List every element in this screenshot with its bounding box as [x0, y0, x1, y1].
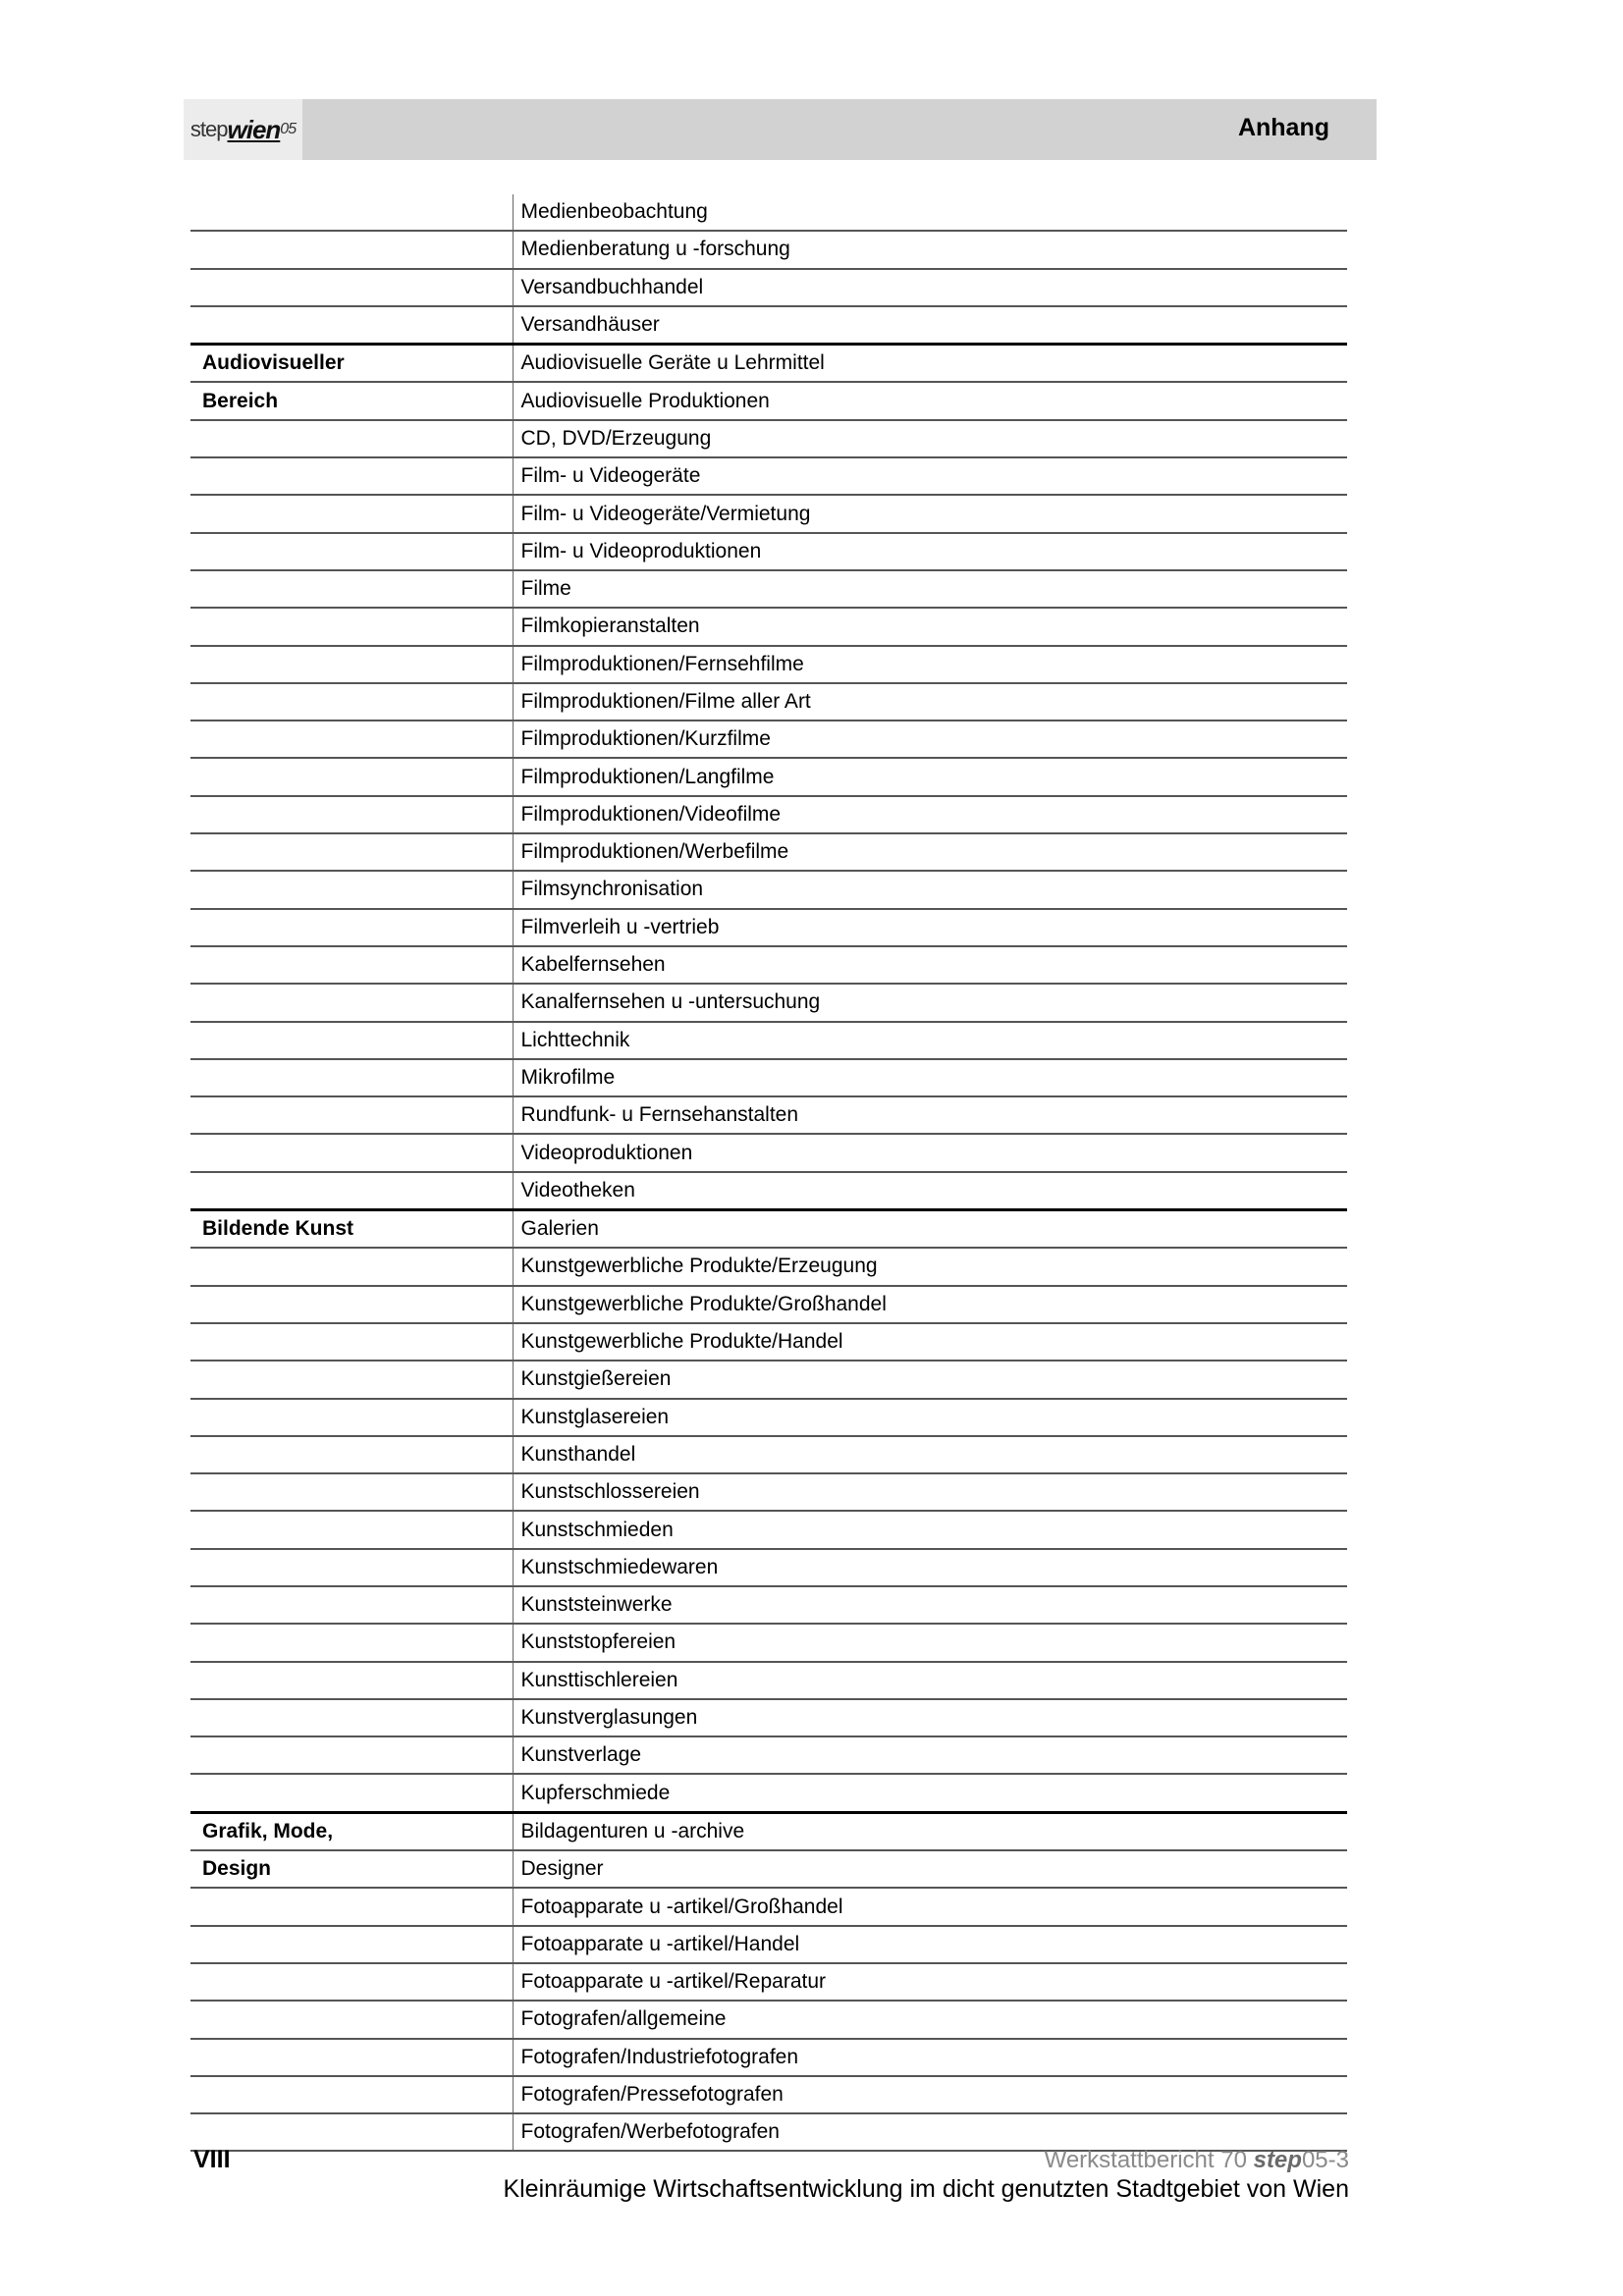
category-cell: Audiovisueller	[190, 345, 513, 383]
item-cell: Filmproduktionen/Kurzfilme	[513, 721, 1347, 758]
category-cell: Bereich	[190, 382, 513, 419]
logo-suffix: 05	[280, 121, 297, 137]
table-row	[190, 1436, 1347, 1473]
table-row	[190, 909, 1347, 946]
section-title: Anhang	[1237, 114, 1329, 141]
item-cell: Filmproduktionen/Werbefilme	[513, 833, 1347, 871]
table-row	[190, 1624, 1347, 1661]
category-cell	[190, 1436, 513, 1473]
table-row	[190, 1096, 1347, 1134]
table-row	[190, 1850, 1347, 1888]
item-cell: Kunsttischlereien	[513, 1662, 1347, 1699]
report-step: step	[1253, 2147, 1302, 2173]
item-cell: Fotoapparate u -artikel/Handel	[513, 1926, 1347, 1963]
item-cell: Audiovisuelle Geräte u Lehrmittel	[513, 345, 1347, 383]
category-cell	[190, 1172, 513, 1210]
item-cell: CD, DVD/Erzeugung	[513, 420, 1347, 457]
category-cell	[190, 871, 513, 908]
category-cell	[190, 1549, 513, 1586]
table-row	[190, 1022, 1347, 1059]
item-cell: Medienberatung u -forschung	[513, 231, 1347, 268]
table-row	[190, 1774, 1347, 1812]
category-cell	[190, 1323, 513, 1361]
table-row	[190, 796, 1347, 833]
item-cell: Fotografen/Industriefotografen	[513, 2039, 1347, 2076]
item-cell: Bildagenturen u -archive	[513, 1812, 1347, 1850]
item-cell: Kunstschlossereien	[513, 1473, 1347, 1511]
item-cell: Filmsynchronisation	[513, 871, 1347, 908]
category-cell: Bildende Kunst	[190, 1210, 513, 1249]
item-cell: Kupferschmiede	[513, 1774, 1347, 1812]
category-cell	[190, 1059, 513, 1096]
category-cell	[190, 1022, 513, 1059]
table-row	[190, 1134, 1347, 1171]
category-cell	[190, 231, 513, 268]
item-cell: Kunstgießereien	[513, 1361, 1347, 1398]
item-cell: Filmproduktionen/Filme aller Art	[513, 683, 1347, 721]
table-row	[190, 1662, 1347, 1699]
item-cell: Videotheken	[513, 1172, 1347, 1210]
table-row	[190, 382, 1347, 419]
logo-word: wien	[227, 114, 281, 144]
category-cell	[190, 1662, 513, 1699]
table-row	[190, 1963, 1347, 2001]
item-cell: Medienbeobachtung	[513, 194, 1347, 231]
table-row	[190, 194, 1347, 231]
category-cell	[190, 2113, 513, 2151]
category-cell	[190, 796, 513, 833]
table-row	[190, 2001, 1347, 2038]
table-row	[190, 570, 1347, 608]
item-cell: Kunstgewerbliche Produkte/Handel	[513, 1323, 1347, 1361]
category-cell	[190, 1096, 513, 1134]
category-cell	[190, 306, 513, 345]
category-cell	[190, 646, 513, 683]
table-row	[190, 683, 1347, 721]
table-row	[190, 1286, 1347, 1323]
report-subtitle: Kleinräumige Wirtschaftsentwicklung im dicht genutzten Stadtgebiet von Wien	[503, 2175, 1349, 2203]
category-cell	[190, 570, 513, 608]
category-cell	[190, 1399, 513, 1436]
category-cell	[190, 420, 513, 457]
item-cell: Kunstglasereien	[513, 1399, 1347, 1436]
item-cell: Fotografen/Werbefotografen	[513, 2113, 1347, 2151]
item-cell: Rundfunk- u Fernsehanstalten	[513, 1096, 1347, 1134]
item-cell: Videoproduktionen	[513, 1134, 1347, 1171]
table-row	[190, 1699, 1347, 1736]
category-cell	[190, 683, 513, 721]
table-row	[190, 2039, 1347, 2076]
table-row	[190, 721, 1347, 758]
table-row	[190, 231, 1347, 268]
item-cell: Fotoapparate u -artikel/Reparatur	[513, 1963, 1347, 2001]
table-row	[190, 1248, 1347, 1285]
item-cell: Kabelfernsehen	[513, 946, 1347, 984]
table-row	[190, 1586, 1347, 1624]
item-cell: Kunstschmiedewaren	[513, 1549, 1347, 1586]
table-row	[190, 306, 1347, 345]
logo-prefix: step	[189, 117, 228, 141]
item-cell: Kunststeinwerke	[513, 1586, 1347, 1624]
category-cell	[190, 2001, 513, 2038]
category-cell	[190, 946, 513, 984]
category-cell	[190, 1963, 513, 2001]
category-cell	[190, 1699, 513, 1736]
item-cell: Kunstverlage	[513, 1736, 1347, 1774]
table-row	[190, 1399, 1347, 1436]
category-cell	[190, 909, 513, 946]
category-cell	[190, 1473, 513, 1511]
step-wien-logo	[184, 99, 302, 160]
category-cell	[190, 2076, 513, 2113]
table-row	[190, 1323, 1347, 1361]
item-cell: Filmproduktionen/Fernsehfilme	[513, 646, 1347, 683]
table-row	[190, 758, 1347, 795]
category-cell	[190, 1888, 513, 1925]
item-cell: Versandbuchhandel	[513, 269, 1347, 306]
item-cell: Film- u Videogeräte/Vermietung	[513, 495, 1347, 532]
category-cell	[190, 721, 513, 758]
category-cell	[190, 533, 513, 570]
category-cell	[190, 1624, 513, 1661]
item-cell: Fotografen/Pressefotografen	[513, 2076, 1347, 2113]
table-row	[190, 833, 1347, 871]
item-cell: Galerien	[513, 1210, 1347, 1249]
item-cell: Filme	[513, 570, 1347, 608]
table-row	[190, 871, 1347, 908]
table-row	[190, 457, 1347, 495]
table-row	[190, 420, 1347, 457]
table-row	[190, 608, 1347, 645]
category-cell	[190, 1248, 513, 1285]
table-row	[190, 1059, 1347, 1096]
table-row	[190, 984, 1347, 1021]
table-row	[190, 1888, 1347, 1925]
table-row	[190, 495, 1347, 532]
table-row	[190, 345, 1347, 383]
report-suffix: 05-3	[1301, 2147, 1349, 2173]
category-cell	[190, 1774, 513, 1812]
category-table	[190, 194, 1347, 2152]
table-row	[190, 1736, 1347, 1774]
table-row	[190, 1473, 1347, 1511]
item-cell: Fotografen/allgemeine	[513, 2001, 1347, 2038]
table-row	[190, 1549, 1347, 1586]
item-cell: Audiovisuelle Produktionen	[513, 382, 1347, 419]
item-cell: Versandhäuser	[513, 306, 1347, 345]
page-number: VIII	[193, 2146, 231, 2173]
item-cell: Kunstverglasungen	[513, 1699, 1347, 1736]
item-cell: Lichttechnik	[513, 1022, 1347, 1059]
category-cell: Grafik, Mode,	[190, 1812, 513, 1850]
category-cell	[190, 1736, 513, 1774]
item-cell: Mikrofilme	[513, 1059, 1347, 1096]
category-cell	[190, 194, 513, 231]
category-cell	[190, 1926, 513, 1963]
report-reference	[1045, 2147, 1349, 2174]
category-cell	[190, 269, 513, 306]
category-cell	[190, 457, 513, 495]
item-cell: Film- u Videoproduktionen	[513, 533, 1347, 570]
category-cell: Design	[190, 1850, 513, 1888]
table-row	[190, 1172, 1347, 1210]
item-cell: Kanalfernsehen u -untersuchung	[513, 984, 1347, 1021]
category-table-body	[190, 194, 1347, 2151]
item-cell: Filmkopieranstalten	[513, 608, 1347, 645]
table-row	[190, 1511, 1347, 1548]
table-row	[190, 2113, 1347, 2151]
category-cell	[190, 495, 513, 532]
table-row	[190, 269, 1347, 306]
item-cell: Kunstgewerbliche Produkte/Großhandel	[513, 1286, 1347, 1323]
category-cell	[190, 758, 513, 795]
item-cell: Kunststopfereien	[513, 1624, 1347, 1661]
item-cell: Filmproduktionen/Videofilme	[513, 796, 1347, 833]
category-cell	[190, 833, 513, 871]
table-row	[190, 2076, 1347, 2113]
item-cell: Kunstgewerbliche Produkte/Erzeugung	[513, 1248, 1347, 1285]
table-row	[190, 1210, 1347, 1249]
item-cell: Filmproduktionen/Langfilme	[513, 758, 1347, 795]
page-header	[184, 99, 1377, 160]
category-cell	[190, 1361, 513, 1398]
table-row	[190, 1361, 1347, 1398]
item-cell: Film- u Videogeräte	[513, 457, 1347, 495]
table-row	[190, 946, 1347, 984]
report-prefix: Werkstattbericht 70	[1044, 2147, 1254, 2173]
category-cell	[190, 608, 513, 645]
table-row	[190, 1926, 1347, 1963]
table-row	[190, 646, 1347, 683]
category-cell	[190, 984, 513, 1021]
item-cell: Designer	[513, 1850, 1347, 1888]
category-cell	[190, 1511, 513, 1548]
category-cell	[190, 1586, 513, 1624]
item-cell: Kunsthandel	[513, 1436, 1347, 1473]
category-cell	[190, 1286, 513, 1323]
item-cell: Fotoapparate u -artikel/Großhandel	[513, 1888, 1347, 1925]
category-cell	[190, 1134, 513, 1171]
item-cell: Filmverleih u -vertrieb	[513, 909, 1347, 946]
table-row	[190, 533, 1347, 570]
table-row	[190, 1812, 1347, 1850]
item-cell: Kunstschmieden	[513, 1511, 1347, 1548]
category-cell	[190, 2039, 513, 2076]
